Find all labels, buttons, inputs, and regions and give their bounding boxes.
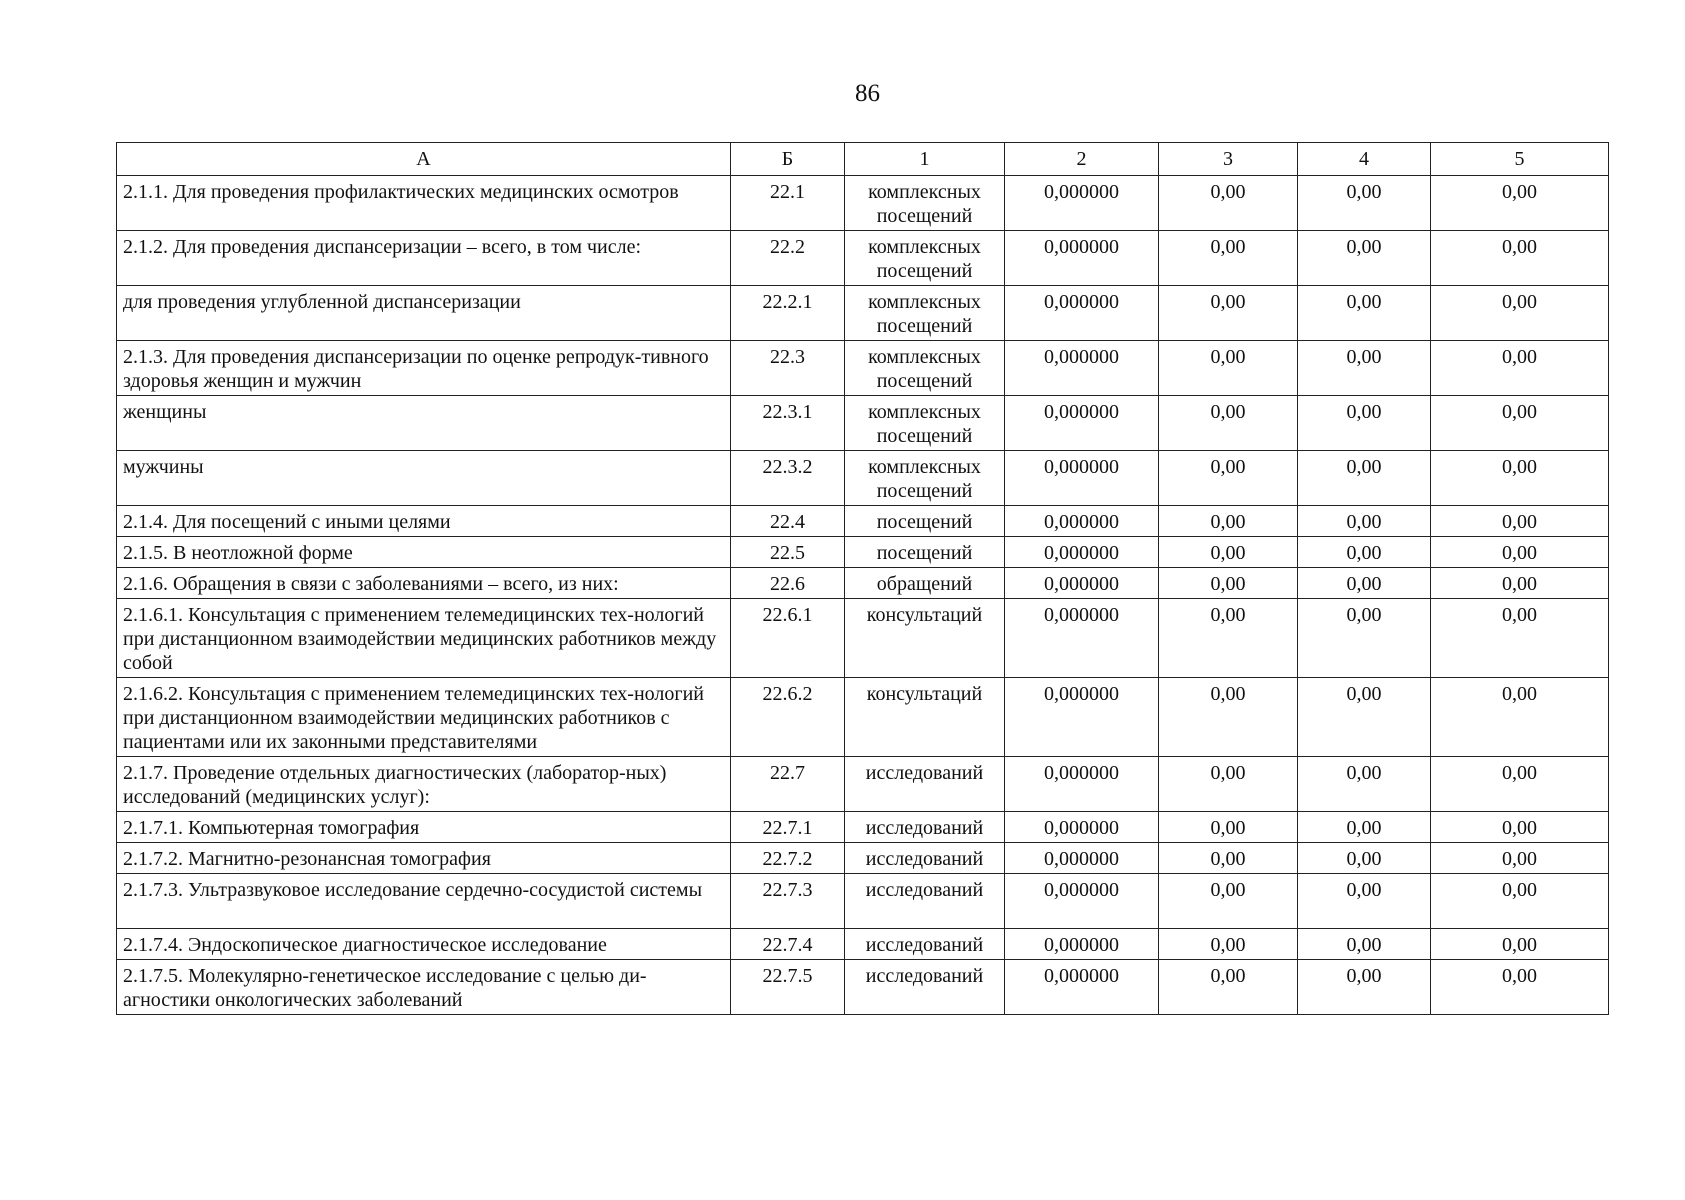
row-value-4: 0,00: [1298, 960, 1431, 1015]
row-value-4: 0,00: [1298, 506, 1431, 537]
row-name: для проведения углубленной диспансеризации: [117, 286, 731, 341]
row-name: 2.1.2. Для проведения диспансеризации – всего, в том числе:: [117, 231, 731, 286]
row-value-3: 0,00: [1159, 874, 1298, 929]
row-name: мужчины: [117, 451, 731, 506]
row-code: 22.7.4: [731, 929, 845, 960]
row-code: 22.5: [731, 537, 845, 568]
row-value-4: 0,00: [1298, 286, 1431, 341]
row-code: 22.4: [731, 506, 845, 537]
header-cell-5: 5: [1431, 143, 1609, 176]
row-name: женщины: [117, 396, 731, 451]
row-code: 22.1: [731, 176, 845, 231]
row-value-2: 0,000000: [1005, 599, 1159, 678]
row-value-4: 0,00: [1298, 757, 1431, 812]
row-value-4: 0,00: [1298, 874, 1431, 929]
data-table: [116, 142, 1609, 1015]
row-value-4: 0,00: [1298, 341, 1431, 396]
row-value-4: 0,00: [1298, 231, 1431, 286]
row-value-3: 0,00: [1159, 757, 1298, 812]
row-value-2: 0,000000: [1005, 286, 1159, 341]
row-value-5: 0,00: [1431, 568, 1609, 599]
row-value-5: 0,00: [1431, 960, 1609, 1015]
row-unit: исследований: [845, 929, 1005, 960]
row-value-3: 0,00: [1159, 231, 1298, 286]
row-value-2: 0,000000: [1005, 874, 1159, 929]
header-cell-1: 1: [845, 143, 1005, 176]
row-name: 2.1.5. В неотложной форме: [117, 537, 731, 568]
row-code: 22.6: [731, 568, 845, 599]
row-name: 2.1.7.1. Компьютерная томография: [117, 812, 731, 843]
row-value-3: 0,00: [1159, 960, 1298, 1015]
table-row: [117, 568, 1609, 599]
row-unit: обращений: [845, 568, 1005, 599]
table-row: [117, 537, 1609, 568]
table-row: [117, 286, 1609, 341]
table-row: [117, 929, 1609, 960]
row-unit: консультаций: [845, 599, 1005, 678]
row-value-3: 0,00: [1159, 599, 1298, 678]
row-value-5: 0,00: [1431, 231, 1609, 286]
header-cell-b: Б: [731, 143, 845, 176]
row-unit: посещений: [845, 506, 1005, 537]
row-value-2: 0,000000: [1005, 451, 1159, 506]
row-code: 22.3.1: [731, 396, 845, 451]
row-code: 22.7: [731, 757, 845, 812]
row-unit: исследований: [845, 960, 1005, 1015]
row-unit: комплексных посещений: [845, 231, 1005, 286]
row-name: 2.1.3. Для проведения диспансеризации по оценке репродук-тивного здоровья женщин и мужчин: [117, 341, 731, 396]
table-row: [117, 231, 1609, 286]
row-value-5: 0,00: [1431, 812, 1609, 843]
row-value-3: 0,00: [1159, 929, 1298, 960]
table-row: [117, 451, 1609, 506]
row-value-5: 0,00: [1431, 396, 1609, 451]
table-row: [117, 874, 1609, 929]
row-name: 2.1.7. Проведение отдельных диагностических (лаборатор-ных) исследований (медицинских услуг):: [117, 757, 731, 812]
table-row: [117, 757, 1609, 812]
row-unit: посещений: [845, 537, 1005, 568]
row-value-2: 0,000000: [1005, 678, 1159, 757]
row-unit: исследований: [845, 757, 1005, 812]
row-value-5: 0,00: [1431, 451, 1609, 506]
row-value-4: 0,00: [1298, 929, 1431, 960]
row-value-4: 0,00: [1298, 568, 1431, 599]
table-row: [117, 812, 1609, 843]
header-cell-a: А: [117, 143, 731, 176]
table-row: [117, 176, 1609, 231]
row-value-2: 0,000000: [1005, 568, 1159, 599]
row-value-3: 0,00: [1159, 812, 1298, 843]
row-value-2: 0,000000: [1005, 843, 1159, 874]
table-row: [117, 506, 1609, 537]
row-value-3: 0,00: [1159, 843, 1298, 874]
table-row: [117, 843, 1609, 874]
row-value-2: 0,000000: [1005, 960, 1159, 1015]
row-name: 2.1.6.1. Консультация с применением телемедицинских тех-нологий при дистанционном взаимодействии медицинских работников между собой: [117, 599, 731, 678]
row-value-4: 0,00: [1298, 451, 1431, 506]
row-value-5: 0,00: [1431, 286, 1609, 341]
row-unit: исследований: [845, 874, 1005, 929]
row-value-4: 0,00: [1298, 599, 1431, 678]
row-value-2: 0,000000: [1005, 757, 1159, 812]
row-value-2: 0,000000: [1005, 506, 1159, 537]
row-value-3: 0,00: [1159, 341, 1298, 396]
row-value-2: 0,000000: [1005, 396, 1159, 451]
row-value-5: 0,00: [1431, 537, 1609, 568]
row-value-5: 0,00: [1431, 678, 1609, 757]
row-value-4: 0,00: [1298, 812, 1431, 843]
row-value-4: 0,00: [1298, 678, 1431, 757]
row-value-4: 0,00: [1298, 176, 1431, 231]
row-unit: консультаций: [845, 678, 1005, 757]
row-value-2: 0,000000: [1005, 231, 1159, 286]
row-code: 22.3: [731, 341, 845, 396]
row-value-4: 0,00: [1298, 537, 1431, 568]
row-value-2: 0,000000: [1005, 929, 1159, 960]
row-unit: комплексных посещений: [845, 396, 1005, 451]
row-name: 2.1.7.5. Молекулярно-генетическое исследование с целью ди-агностики онкологических заболеваний: [117, 960, 731, 1015]
row-value-4: 0,00: [1298, 843, 1431, 874]
row-name: 2.1.6.2. Консультация с применением телемедицинских тех-нологий при дистанционном взаимодействии медицинских работников с пациентами или их законными представителями: [117, 678, 731, 757]
row-value-3: 0,00: [1159, 451, 1298, 506]
row-value-2: 0,000000: [1005, 812, 1159, 843]
row-value-5: 0,00: [1431, 176, 1609, 231]
row-value-2: 0,000000: [1005, 176, 1159, 231]
row-value-3: 0,00: [1159, 537, 1298, 568]
row-unit: комплексных посещений: [845, 176, 1005, 231]
row-name: 2.1.7.2. Магнитно-резонансная томография: [117, 843, 731, 874]
table-row: [117, 341, 1609, 396]
row-name: 2.1.7.3. Ультразвуковое исследование сердечно-сосудистой системы: [117, 874, 731, 929]
row-name: 2.1.4. Для посещений с иными целями: [117, 506, 731, 537]
header-cell-2: 2: [1005, 143, 1159, 176]
row-unit: исследований: [845, 843, 1005, 874]
row-value-5: 0,00: [1431, 506, 1609, 537]
row-unit: комплексных посещений: [845, 451, 1005, 506]
row-value-3: 0,00: [1159, 568, 1298, 599]
row-value-3: 0,00: [1159, 396, 1298, 451]
row-name: 2.1.1. Для проведения профилактических медицинских осмотров: [117, 176, 731, 231]
row-value-2: 0,000000: [1005, 537, 1159, 568]
row-unit: исследований: [845, 812, 1005, 843]
row-code: 22.7.3: [731, 874, 845, 929]
table-row: [117, 396, 1609, 451]
row-code: 22.3.2: [731, 451, 845, 506]
table-row: [117, 960, 1609, 1015]
header-row: [117, 143, 1609, 176]
header-cell-3: 3: [1159, 143, 1298, 176]
row-code: 22.6.2: [731, 678, 845, 757]
row-value-5: 0,00: [1431, 929, 1609, 960]
table-row: [117, 599, 1609, 678]
row-value-3: 0,00: [1159, 176, 1298, 231]
row-code: 22.2.1: [731, 286, 845, 341]
table-row: [117, 678, 1609, 757]
row-value-5: 0,00: [1431, 341, 1609, 396]
row-unit: комплексных посещений: [845, 286, 1005, 341]
row-value-5: 0,00: [1431, 599, 1609, 678]
page-number: 86: [855, 80, 880, 107]
row-value-5: 0,00: [1431, 843, 1609, 874]
row-code: 22.7.5: [731, 960, 845, 1015]
row-name: 2.1.7.4. Эндоскопическое диагностическое исследование: [117, 929, 731, 960]
row-value-5: 0,00: [1431, 757, 1609, 812]
row-name: 2.1.6. Обращения в связи с заболеваниями – всего, из них:: [117, 568, 731, 599]
header-cell-4: 4: [1298, 143, 1431, 176]
row-code: 22.2: [731, 231, 845, 286]
row-value-5: 0,00: [1431, 874, 1609, 929]
row-code: 22.7.1: [731, 812, 845, 843]
row-value-3: 0,00: [1159, 506, 1298, 537]
row-unit: комплексных посещений: [845, 341, 1005, 396]
row-value-3: 0,00: [1159, 678, 1298, 757]
row-value-3: 0,00: [1159, 286, 1298, 341]
row-code: 22.6.1: [731, 599, 845, 678]
row-code: 22.7.2: [731, 843, 845, 874]
row-value-2: 0,000000: [1005, 341, 1159, 396]
row-value-4: 0,00: [1298, 396, 1431, 451]
